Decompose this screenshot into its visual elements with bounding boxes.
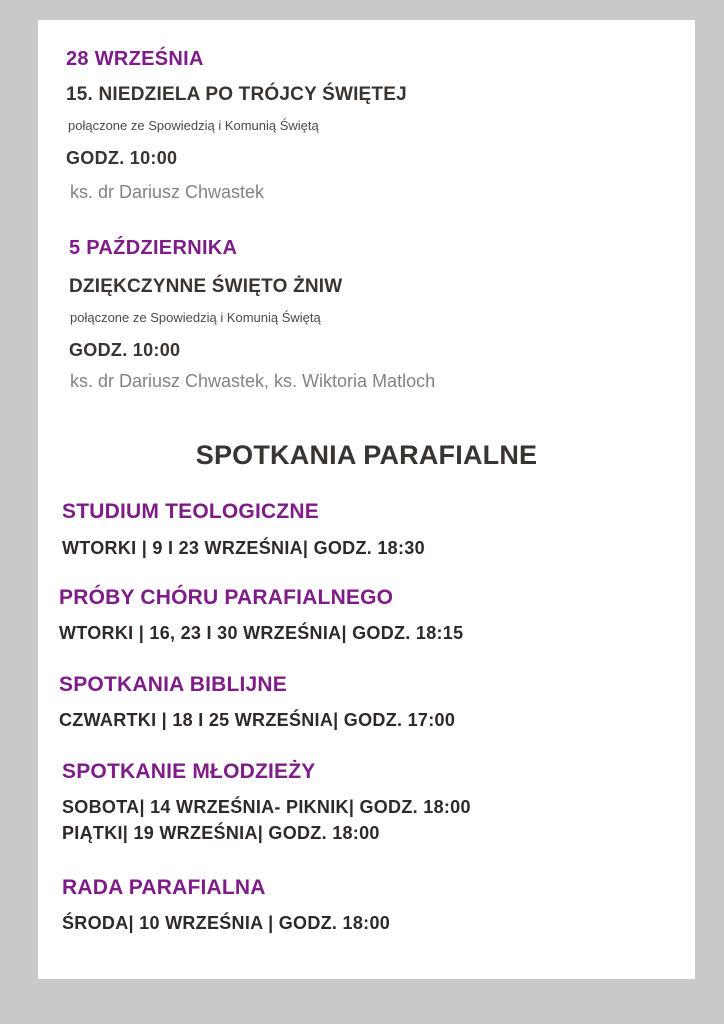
meeting-detail: WTORKI | 9 I 23 WRZEŚNIA| GODZ. 18:30 [62,538,425,558]
event-clergy: ks. dr Dariusz Chwastek, ks. Wiktoria Matloch [70,371,436,391]
document-page [38,20,695,979]
meeting-name: PRÓBY CHÓRU PARAFIALNEGO [59,586,394,609]
event-note: połączone ze Spowiedzią i Komunią Świętą [68,118,319,133]
meeting-name: SPOTKANIA BIBLIJNE [59,673,288,696]
meeting-detail: ŚRODA| 10 WRZEŚNIA | GODZ. 18:00 [62,913,391,933]
event-note: połączone ze Spowiedzią i Komunią Świętą [70,310,321,325]
event-title: DZIĘKCZYNNE ŚWIĘTO ŻNIW [69,276,343,297]
meeting-detail: SOBOTA| 14 WRZEŚNIA- PIKNIK| GODZ. 18:00 [62,797,471,817]
event-time: GODZ. 10:00 [66,148,178,168]
meetings-heading: SPOTKANIA PARAFIALNE [195,440,538,470]
event-time: GODZ. 10:00 [69,340,181,360]
meeting-detail: WTORKI | 16, 23 I 30 WRZEŚNIA| GODZ. 18:15 [59,623,464,643]
event-clergy: ks. dr Dariusz Chwastek [70,182,265,202]
event-date: 5 PAŹDZIERNIKA [69,237,238,259]
meeting-name: RADA PARAFIALNA [62,876,266,899]
event-date: 28 WRZEŚNIA [66,48,204,70]
meeting-name: STUDIUM TEOLOGICZNE [62,500,319,523]
meeting-detail: PIĄTKI| 19 WRZEŚNIA| GODZ. 18:00 [62,823,380,843]
event-title: 15. NIEDZIELA PO TRÓJCY ŚWIĘTEJ [66,84,407,105]
meeting-name: SPOTKANIE MŁODZIEŻY [62,760,316,783]
meeting-detail: CZWARTKI | 18 I 25 WRZEŚNIA| GODZ. 17:00 [59,710,456,730]
